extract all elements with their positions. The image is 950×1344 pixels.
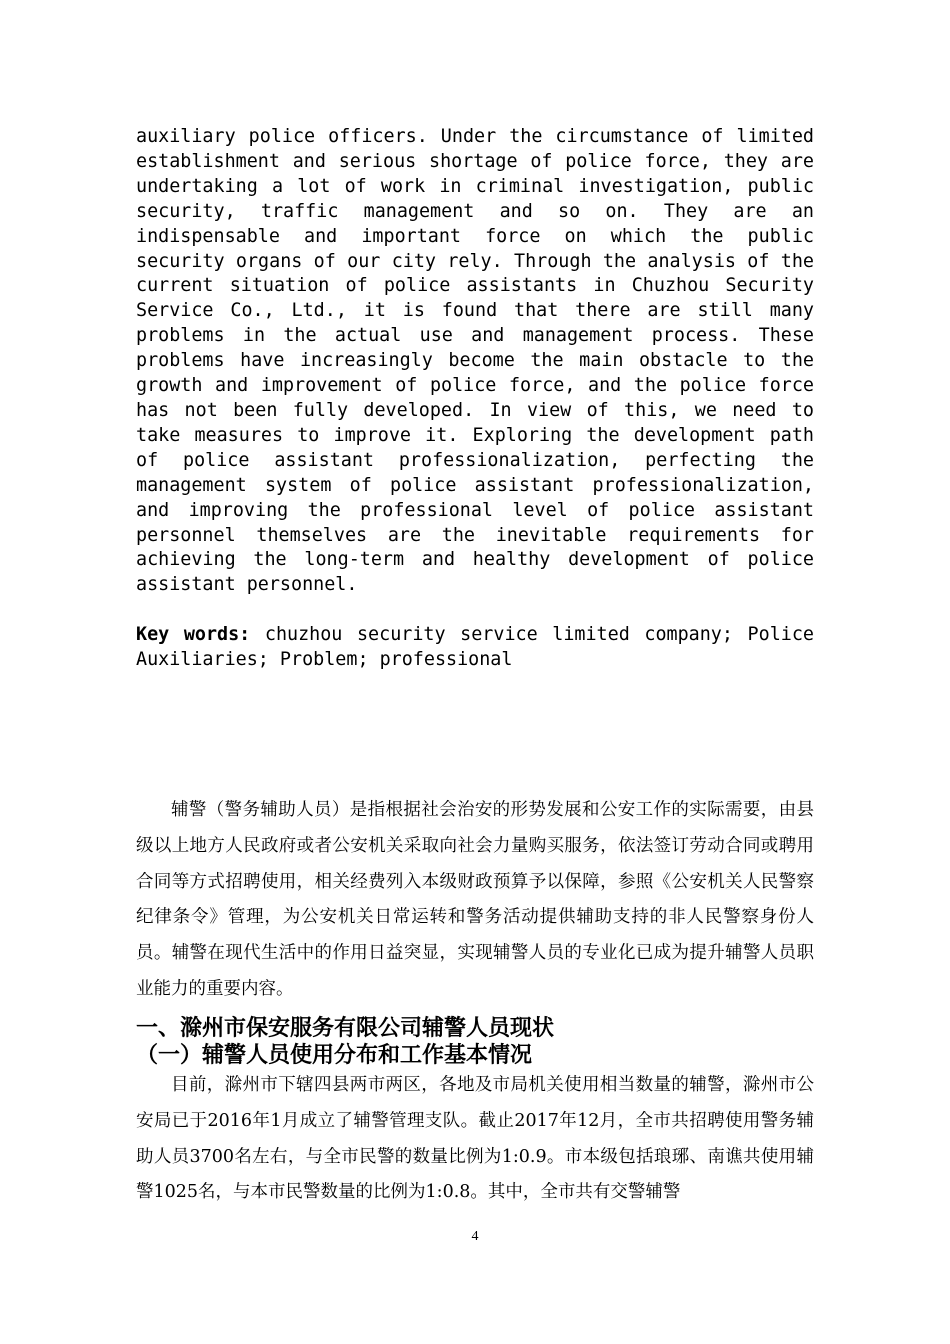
english-abstract-paragraph: auxiliary police officers. Under the circumstance of limited establishment and serious shortage of police force, they are undertaking a lot of work in criminal investigation, public security, traffic management and so on. They are an indispensable and important force on which the public security organs of our city rely. Through the analysis of the current situation of police assistants in Chuzhou Security Service Co., Ltd., it is found that there are still many problems in the actual use and management process. These problems have increasingly become the main obstacle to the growth and improvement of police force, and the police force has not been fully developed. In view of this, we need to take measures to improve it. Exploring the development path of police assistant professionalization, perfecting the management system of police assistant professionalization, and improving the professional level of police assistant personnel themselves are the inevitable requirements for achieving the long-term and healthy development of police assistant personnel. [136,126,814,596]
keywords-label: Key words: [136,624,251,645]
subsection-heading-1: （一）辅警人员使用分布和工作基本情况 [136,1043,533,1068]
chinese-body-paragraph: 目前，滁州市下辖四县两市两区，各地及市局机关使用相当数量的辅警，滁州市公安局已于2016年1月成立了辅警管理支队。截止2017年12月，全市共招聘使用警务辅助人员3700名左右，与全市民警的数量比例为1:0.9。市本级包括琅琊、南谯共使用辅警1025名，与本市民警数量的比例为1:0.8。其中，全市共有交警辅警 [136,1075,814,1203]
section-heading-1: 一、滁州市保安服务有限公司辅警人员现状 [136,1016,555,1041]
keywords-line [136,623,814,673]
page-number: 4 [471,1229,479,1244]
keywords-text: chuzhou security service limited company; Police Auxiliaries; Problem; professional [136,624,814,670]
chinese-intro-paragraph: 辅警（警务辅助人员）是指根据社会治安的形势发展和公安工作的实际需要，由县级以上地方人民政府或者公安机关采取向社会力量购买服务，依法签订劳动合同或聘用合同等方式招聘使用，相关经费列入本级财政预算予以保障，参照《公安机关人民警察纪律条令》管理，为公安机关日常运转和警务活动提供辅助支持的非人民警察身份人员。辅警在现代生活中的作用日益突显，实现辅警人员的专业化已成为提升辅警人员职业能力的重要内容。 [136,800,814,999]
